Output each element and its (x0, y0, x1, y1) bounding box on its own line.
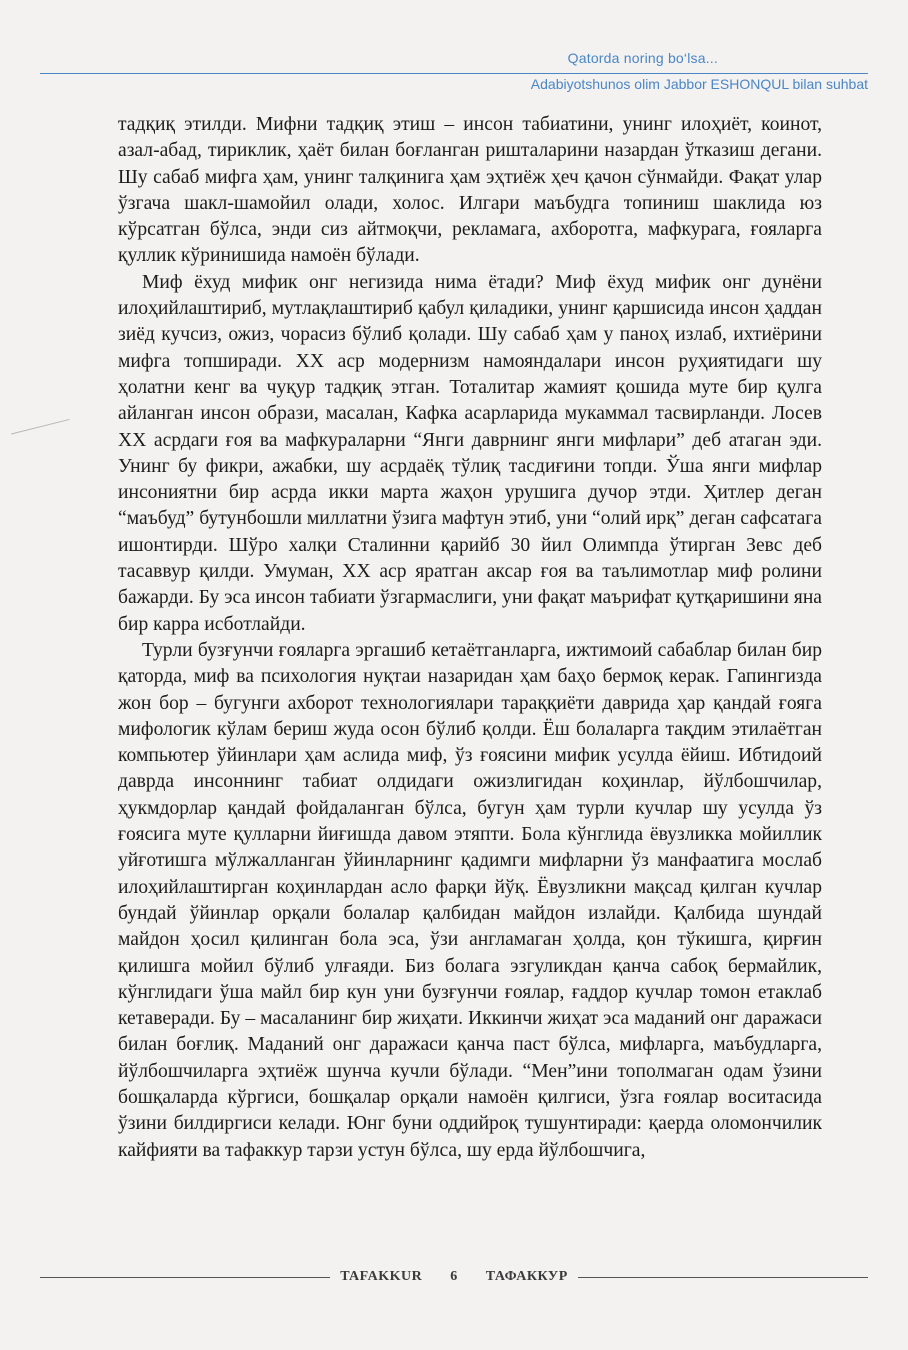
paragraph-2: Миф ёхуд мифик онг негизида нима ётади? Миф ёхуд мифик онг дунёни илоҳийлаштириб, мутлақлаштириб қабул қиладики, унинг қаршисида инсон ҳаддан зиёд кучсиз, ожиз, чорасиз бўлиб қолади. Шу сабаб ҳам у паноҳ излаб, ихтиёрини мифга топширади. XX аср модернизм намояндалари инсон руҳиятидаги шу ҳолатни кенг ва чуқур тадқиқ этган. Тоталитар жамият қошида муте бир қулга айланган инсон образи, масалан, Кафка асарларида мукаммал тасвирланди. Лосев XX асрдаги ғоя ва мафкураларни “Янги даврнинг янги мифлари” деб атаган эди. Унинг бу фикри, ажабки, шу асрдаёқ тўлиқ тасдиғини топди. Ўша янги мифлар инсониятни бир асрда икки марта жаҳон урушига дучор этди. Ҳитлер деган “маъбуд” бутунбошли миллатни ўзига мафтун этиб, уни “олий ирқ” деган сафсатага ишонтирди. Шўро халқи Сталинни қарийб 30 йил Олимпда ўтирган Зевс деб тасаввур қилди. Умуман, XX аср яратган аксар ғоя ва таълимотлар миф ролини бажарди. Бу эса инсон табиати ўзгармаслиги, уни фақат маърифат қутқаришини яна бир карра исботлайди. (118, 271, 823, 635)
paragraph-3: Турли бузғунчи ғояларга эргашиб кетаётганларга, ижтимоий сабаблар билан бир қаторда, миф ва психология нуқтаи назаридан ҳам баҳо бермоқ керак. Гапингизда жон бор – бугунги ахборот технологиялари тараққиёти даврида ҳар қандай ғояга мифологик кўлам бериш жуда осон бўлиб қолди. Ёш болаларга тақдим этилаётган компьютер ўйинлари ҳам аслида миф, ўз ғоясини мифик усулда ёйиш. Ибтидоий даврда инсоннинг табиат олдидаги ожизлигидан коҳинлар, йўлбошчилар, ҳукмдорлар қандай фойдаланган бўлса, бугун ҳам турли кучлар шу усулда ўз ғоясига муте қулларни йиғишда давом этяпти. Бола кўнглида ёвузликка мойиллик уйғотишга мўлжалланган ўйинларнинг қадимги мифларни ўз манфаатига мослаб илоҳийлаштирган коҳинлардан асло фарқи йўқ. Ёвузликни мақсад қилган кучлар бундай ўйинлар орқали болалар қалбидан майдон излайди. Қалбида шундай майдон ҳосил қилинган бола эса, ўзи англамаган ҳолда, қон тўкишга, қирғин қилишга мойил бўлиб улғаяди. Биз болага эзгуликдан қанча сабоқ бермайлик, кўнглидаги ўша майл бир кун уни бузғунчи ғоялар, ғаддор кучлар томон етаклаб кетаверади. Бу – масаланинг бир жиҳати. Иккинчи жиҳат эса маданий онг даражаси билан боғлиқ. Маданий онг даражаси қанча паст бўлса, мифларга, маъбудларга, йўлбошчиларга эҳтиёж шунча кучли бўлади. “Мен”ини тополмаган одам ўзини бошқаларда кўргиси, бошқалар орқали намоён қилгиси, ўзга ғоялар воситасида ўзини билдиргиси келади. Юнг буни оддийроқ тушунтиради: қаерда оломончилик кайфияти ва тафаккур тарзи устун бўлса, шу ерда йўлбошчига, (118, 639, 822, 1161)
header-title: Qatorda noring bo‘lsa... (567, 50, 718, 66)
margin-pencil-mark (11, 419, 73, 448)
running-header (40, 48, 868, 100)
page-number: 6 (450, 1269, 458, 1284)
header-rule (40, 73, 868, 74)
page-footer (40, 1267, 868, 1287)
footer-label-cyrillic: ТАФАККУР (485, 1269, 568, 1284)
footer-rule-right (578, 1277, 868, 1278)
footer-label-latin: TAFAKKUR (340, 1269, 423, 1284)
body-text (118, 112, 822, 1164)
paragraph-1: тадқиқ этилди. Мифни тадқиқ этиш – инсон табиатини, унинг илоҳиёт, коинот, азал-абад, тириклик, ҳаёт билан боғланган ришталарини назардан ўтказиш дегани. Шу сабаб мифга ҳам, унинг талқинига ҳам эҳтиёж ҳеч қачон сўнмайди. Фақат улар ўзгача шакл-шамойил олади, холос. Илгари маъбудга топиниш шаклида юз кўрсатган бўлса, энди сиз айтмоқчи, рекламага, ахборотга, мафкурага, ғояларга қуллик кўринишида намоён бўлади. (118, 114, 822, 267)
footer-rule-left (40, 1277, 330, 1278)
header-subtitle: Adabiyotshunos olim Jabbor ESHONQUL bilan suhbat (530, 76, 868, 92)
